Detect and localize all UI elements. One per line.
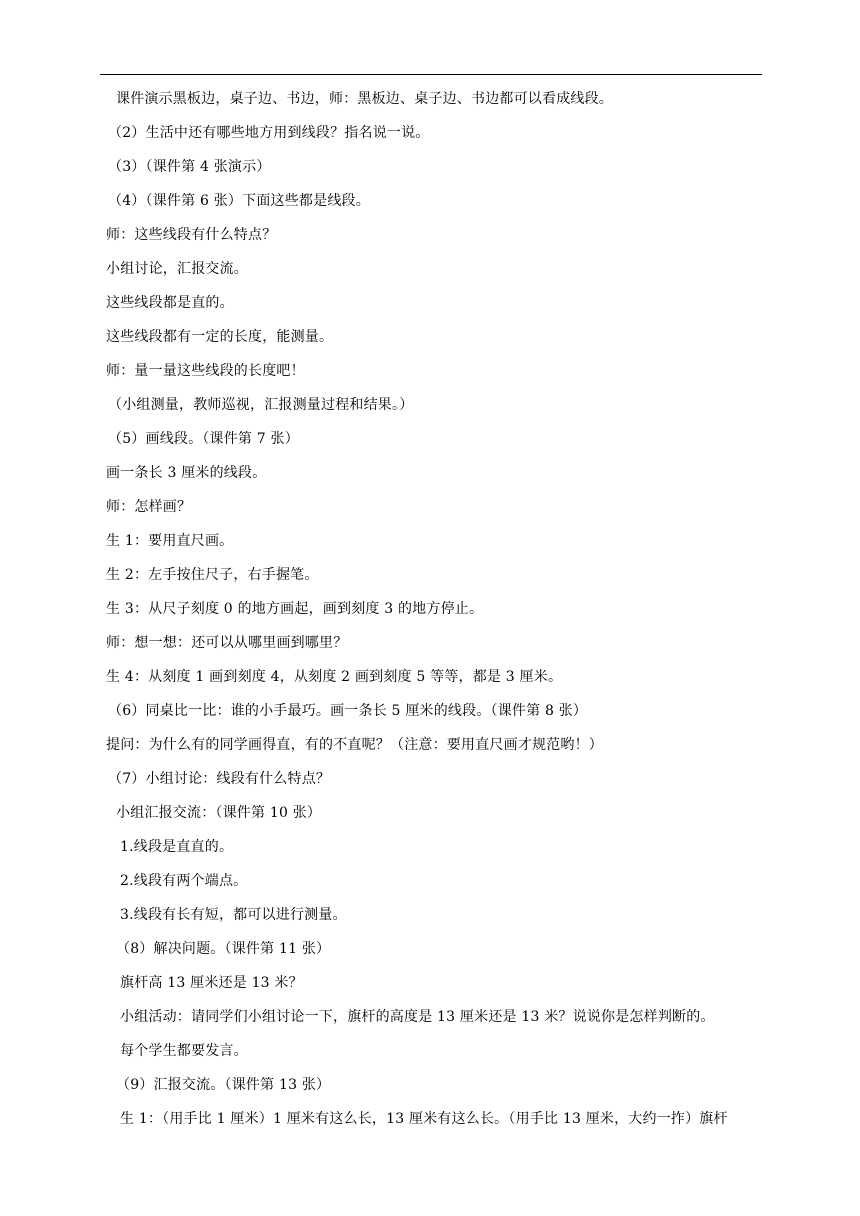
paragraph-line: 师：量一量这些线段的长度吧！ [106, 363, 305, 379]
paragraph-line: 这些线段都有一定的长度，能测量。 [106, 329, 334, 345]
paragraph-line: 3.线段有长有短，都可以进行测量。 [120, 907, 347, 923]
paragraph-line: （9）汇报交流。（课件第 13 张） [116, 1077, 331, 1093]
paragraph-line: 生 4：从刻度 1 画到刻度 4，从刻度 2 画到刻度 5 等等，都是 3 厘米。 [106, 669, 563, 685]
paragraph-line: 师：想一想：还可以从哪里画到哪里？ [106, 635, 348, 651]
paragraph-line: 2.线段有两个端点。 [120, 873, 248, 889]
paragraph-line: 生 1：要用直尺画。 [106, 533, 234, 549]
paragraph-line: 小组汇报交流：（课件第 10 张） [116, 805, 322, 821]
paragraph-line: （3）（课件第 4 张演示） [108, 159, 271, 175]
paragraph-line: 旗杆高 13 厘米还是 13 米？ [120, 975, 303, 991]
paragraph-line: 师：这些线段有什么特点？ [106, 227, 277, 243]
paragraph-line: 每个学生都要发言。 [120, 1043, 248, 1059]
paragraph-line: 生 3：从尺子刻度 0 的地方画起，画到刻度 3 的地方停止。 [106, 601, 484, 617]
paragraph-line: 小组讨论，汇报交流。 [106, 261, 248, 277]
paragraph-line: 师：怎样画？ [106, 499, 192, 515]
paragraph-line: 画一条长 3 厘米的线段。 [106, 465, 267, 481]
paragraph-line: 生 1：（用手比 1 厘米）1 厘米有这么长，13 厘米有这么长。（用手比 13 厘米，大约一拃）旗杆 [120, 1111, 728, 1127]
paragraph-line: （小组测量，教师巡视，汇报测量过程和结果。） [108, 397, 414, 413]
paragraph-line: 小组活动：请同学们小组讨论一下，旗杆的高度是 13 厘米还是 13 米？说说你是怎样判断的。 [120, 1009, 715, 1025]
paragraph-line: 生 2：左手按住尺子，右手握笔。 [106, 567, 319, 583]
paragraph-line: （8）解决问题。（课件第 11 张） [116, 941, 331, 957]
paragraph-line: （7）小组讨论：线段有什么特点？ [108, 771, 331, 787]
paragraph-line: （5）画线段。（课件第 7 张） [108, 431, 299, 447]
paragraph-line: 课件演示黑板边，桌子边、书边，师：黑板边、桌子边、书边都可以看成线段。 [116, 91, 613, 107]
paragraph-line: （6）同桌比一比：谁的小手最巧。画一条长 5 厘米的线段。（课件第 8 张） [108, 703, 588, 719]
paragraph-line: 这些线段都是直的。 [106, 295, 234, 311]
paragraph-line: 提问：为什么有的同学画得直，有的不直呢？（注意：要用直尺画才规范哟！） [106, 737, 603, 753]
header-rule [100, 74, 762, 75]
paragraph-line: （2）生活中还有哪些地方用到线段？指名说一说。 [108, 125, 430, 141]
paragraph-line: 1.线段是直直的。 [120, 839, 234, 855]
paragraph-line: （4）（课件第 6 张）下面这些都是线段。 [108, 193, 370, 209]
